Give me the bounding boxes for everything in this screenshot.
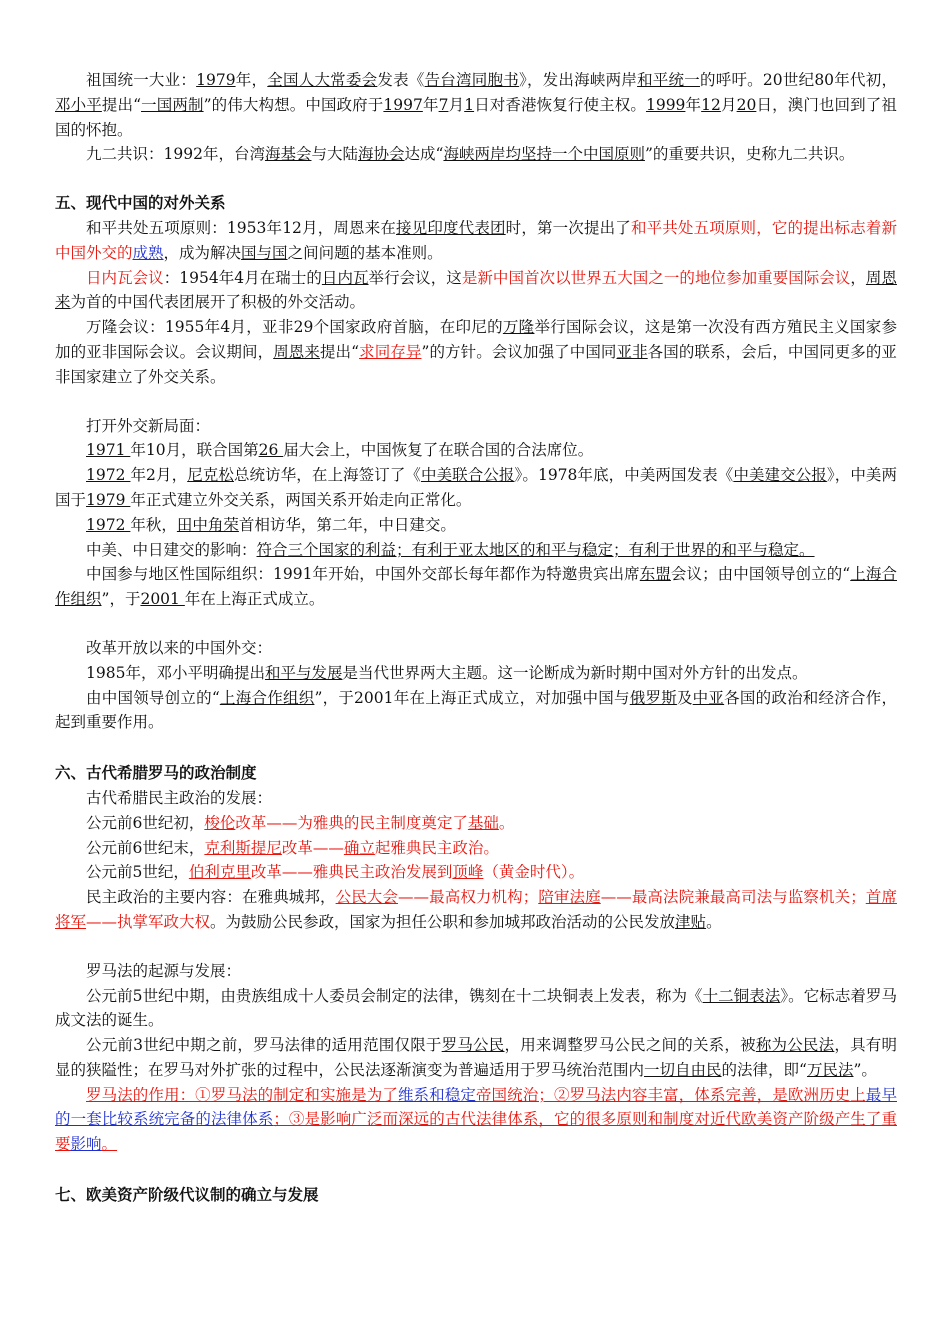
year: 1997 <box>383 95 423 114</box>
key-term: 克利斯提尼 <box>204 838 282 857</box>
section-heading-5: 五、现代中国的对外关系 <box>55 194 226 213</box>
text: 总统访华，在上海签订了《 <box>233 466 421 485</box>
key-term: 海峡两岸均坚持一个中国原则 <box>443 145 645 164</box>
cleisthenes-paragraph <box>55 836 897 861</box>
key-term: 国与国 <box>241 243 288 262</box>
year: 1972 <box>86 515 131 534</box>
sino-us-paragraph <box>55 463 897 513</box>
key-term: 海基会 <box>264 145 312 164</box>
text: 年， <box>235 71 268 89</box>
text: 月 <box>720 95 737 114</box>
text: 。 <box>706 912 722 931</box>
key-term: 上海合作组织 <box>219 688 315 707</box>
subheading-roman-law: 罗马法的起源与发展： <box>86 961 242 980</box>
twelve-tables-paragraph <box>55 984 897 1034</box>
text: 各国的政治和经济合作，起到重要作用。 <box>55 688 897 732</box>
section-heading-6: 六、古代希腊罗马的政治制度 <box>55 764 257 783</box>
key-term: 顶峰 <box>452 863 484 882</box>
text: 与大陆 <box>311 145 358 164</box>
text: 是当代世界两大主题。这一论断成为新时期中国对外方针的出发点。 <box>342 663 808 682</box>
month: 12 <box>701 95 721 114</box>
subheading-greek-democracy: 古代希腊民主政治的发展： <box>86 788 273 807</box>
solon-paragraph <box>55 811 897 836</box>
text: 年 <box>685 95 702 114</box>
text: 提出“ <box>101 95 142 114</box>
text: 公元前5世纪， <box>86 863 189 882</box>
text: 中美、中日建交的影响： <box>86 540 257 559</box>
text: 》，中美两国于 <box>55 466 897 509</box>
text: 届大会上，中国恢复了在联合国的合法席位。 <box>283 441 594 460</box>
highlight: 帝国统治；②罗马法内容丰富，体系完善，是欧洲历史上 <box>475 1085 866 1104</box>
highlight: 改革—— <box>281 838 344 857</box>
text: 万隆会议：1955年4月，亚非29个国家政府首脑，在印尼的 <box>86 318 503 337</box>
key-term: 符合三个国家的利益；有利于亚太地区的和平与稳定；有利于世界的和平与稳定。 <box>256 540 815 559</box>
subheading-reform-diplomacy: 改革开放以来的中国外交： <box>86 638 273 657</box>
text: ，具有明显的狭隘性；在罗马对外扩张的过程中，公民法逐渐演变为普遍适用于罗马统治范围内 <box>55 1036 897 1079</box>
text: 。为鼓励公民参政，国家为担任公职和参加城邦政治活动的公民发放 <box>210 912 676 931</box>
text: 日对香港恢复行使主权。 <box>474 95 646 114</box>
month: 7 <box>438 95 449 114</box>
key-term: 首席将军 <box>55 888 897 931</box>
key-term: 基础 <box>467 813 499 832</box>
key-term: 田中角荣 <box>176 515 239 534</box>
text: 举行国际会议，这是第一次没有西方殖民主义国家参加的亚非国际会议。会议期间， <box>55 318 897 361</box>
text: 各国的联系，会后，中国同更多的亚非国家建立了外交关系。 <box>55 342 897 386</box>
year: 1979 <box>196 71 236 89</box>
text: ：1954年4月在瑞士的 <box>163 268 322 287</box>
text: 1985年，邓小平明确提出 <box>86 663 265 682</box>
highlight: ——最高法院兼最高司法与监察机关； <box>600 888 866 907</box>
key-term: 告台湾同胞书 <box>424 71 519 89</box>
text: 》。1978年底，中美两国发表《 <box>514 466 734 485</box>
text: 祖国统一大业： <box>86 71 197 89</box>
highlight: 起雅典民主政治。 <box>374 838 499 857</box>
text: 由中国领导创立的“ <box>86 688 220 707</box>
text: 首相访华，第二年，中日建交。 <box>238 515 456 534</box>
key-term: 万隆 <box>502 318 535 337</box>
sino-japan-paragraph <box>55 513 897 538</box>
key-term: 邓小平 <box>55 95 102 114</box>
bandung-paragraph <box>55 315 897 389</box>
reunification-paragraph <box>55 68 897 142</box>
highlight: 日内瓦会议 <box>86 268 164 287</box>
key-term: 26 <box>258 441 284 460</box>
year: 1999 <box>645 95 686 114</box>
highlight: ——最高权力机构； <box>398 888 539 907</box>
text: 为首的中国代表团展开了积极的外交活动。 <box>70 293 366 312</box>
text: 的法律，即“ <box>721 1060 807 1079</box>
key-term: 成熟 <box>132 243 164 262</box>
text: 发表《 <box>377 71 425 89</box>
key-term: 中美联合公报 <box>421 466 515 485</box>
text: 之间问题的基本准则。 <box>287 243 443 262</box>
text: 举行会议，这 <box>368 268 462 287</box>
peace-development-paragraph <box>55 661 897 686</box>
key-term: 亚非 <box>616 342 648 361</box>
text: ，成为解决 <box>163 243 242 262</box>
key-term: 一国两制 <box>141 95 204 114</box>
text: 达成“ <box>404 145 444 164</box>
text: 时，第一次提出了 <box>505 218 631 237</box>
highlight: 和平共处五项原则，它的提出标志着新中国外交的 <box>55 218 897 262</box>
text: 及 <box>676 688 693 707</box>
day: 20 <box>736 95 757 114</box>
text: 公元前6世纪初， <box>86 813 205 832</box>
highlight: 是新中国首次以世界五大国之一的地位参加重要国际会议 <box>461 268 851 287</box>
1992-consensus-paragraph <box>55 142 897 167</box>
text: 九二共识：1992年，台湾 <box>86 145 265 164</box>
un-seat-paragraph <box>55 438 897 463</box>
pericles-paragraph <box>55 860 897 885</box>
day: 1 <box>464 95 475 114</box>
influence-paragraph <box>55 538 897 563</box>
key-term: 俄罗斯 <box>629 688 677 707</box>
text: 公元前5世纪中期，由贵族组成十人委员会制定的法律，镌刻在十二块铜表上发表，称为《 <box>86 986 703 1005</box>
year: 1971 <box>86 441 131 460</box>
highlight: 求同存异 <box>359 342 422 361</box>
text: 年 <box>422 95 439 114</box>
text: ”的重要共识，史称九二共识。 <box>644 145 855 164</box>
key-term: 接见印度代表团 <box>396 218 506 237</box>
key-term: 津贴 <box>675 912 707 931</box>
text: ，用来调整罗马公民之间的关系，被 <box>504 1036 756 1055</box>
text: 》，发出海峡两岸 <box>518 71 638 89</box>
key-term: 确立 <box>343 838 375 857</box>
text: 年正式建立外交关系，两国关系开始走向正常化。 <box>130 490 472 509</box>
text: ”，于2001年在上海正式成立，对加强中国与 <box>314 688 630 707</box>
key-term: 上海合作组织 <box>55 565 897 609</box>
text: 民主政治的主要内容：在雅典城邦， <box>86 888 336 907</box>
key-term: 中亚 <box>692 688 725 707</box>
key-term: 海协会 <box>357 145 405 164</box>
key-term: 最早的一套比较系统完备的法律体系 <box>55 1085 897 1129</box>
year: 2001 <box>140 590 185 609</box>
document-page <box>55 68 897 1208</box>
key-term: 一切自由民 <box>644 1060 722 1079</box>
text: 年在上海正式成立。 <box>184 590 325 609</box>
text: 提出“ <box>319 342 360 361</box>
key-term: 全国人大常委会 <box>267 71 378 89</box>
highlight: 罗马法的作用：①罗马法的制定和实施是为了 <box>86 1085 398 1104</box>
text: 和平共处五项原则：1953年12月，周恩来在 <box>86 218 397 237</box>
text: ”。 <box>853 1060 877 1079</box>
key-term: 罗马公民 <box>441 1036 505 1055</box>
sco-paragraph <box>55 686 897 736</box>
text: 公元前6世纪末， <box>86 838 205 857</box>
key-term: 和平统一 <box>637 71 700 89</box>
five-principles-paragraph <box>55 216 897 266</box>
year: 1979 <box>86 490 131 509</box>
text: 年2月， <box>130 466 188 485</box>
key-term: 维系和稳定 <box>397 1085 476 1104</box>
highlight: （黄金时代）。 <box>483 863 585 882</box>
key-term: 十二铜表法 <box>702 986 781 1005</box>
text: 月 <box>448 95 465 114</box>
text: ”的方针。会议加强了中国同 <box>421 342 617 361</box>
text: 的呼吁。20世纪80年代初， <box>699 71 897 89</box>
text: 中国参与地区性国际组织：1991年开始，中国外交部长每年都作为特邀贵宾出席 <box>86 565 640 584</box>
text: ”的伟大构想。中国政府于 <box>203 95 384 114</box>
year: 1972 <box>86 466 131 485</box>
text: 年秋， <box>130 515 177 534</box>
roman-law-role-paragraph <box>55 1083 897 1157</box>
key-term: 和平与发展 <box>264 663 343 682</box>
section-heading-7: 七、欧美资产阶级代议制的确立与发展 <box>55 1186 319 1205</box>
highlight: 改革——雅典民主政治发展到 <box>250 863 453 882</box>
highlight: 。 <box>498 813 515 832</box>
democracy-content-paragraph <box>55 885 897 935</box>
highlight: 。 <box>101 1135 118 1154</box>
geneva-paragraph <box>55 266 897 316</box>
text: 公元前3世纪中期之前，罗马法律的适用范围仅限于 <box>86 1036 442 1055</box>
text: 年10月，联合国第 <box>130 441 259 460</box>
key-term: 伯利克里 <box>188 863 251 882</box>
key-term: 东盟 <box>639 565 671 584</box>
key-term: 尼克松 <box>187 466 234 485</box>
key-term: 梭伦 <box>204 813 236 832</box>
key-term: 公民大会 <box>335 888 399 907</box>
key-term: 称为公民法 <box>755 1036 835 1055</box>
text: ， <box>850 268 866 287</box>
text: 日，澳门也回到了祖国的怀抱。 <box>55 95 897 139</box>
key-term: 日内瓦 <box>321 268 369 287</box>
key-term: 影响 <box>70 1135 102 1154</box>
civil-law-paragraph <box>55 1033 897 1083</box>
key-term: 陪审法庭 <box>538 888 601 907</box>
highlight: ——执掌军政大权 <box>86 912 211 931</box>
highlight: ；③是影响广泛而深远的古代法律体系，它的很多原则和制度对近代欧美资产阶级产生了重要 <box>55 1110 897 1154</box>
subheading-new-diplomacy: 打开外交新局面： <box>86 416 211 435</box>
key-term: 中美建交公报 <box>733 466 827 485</box>
key-term: 万民法 <box>806 1060 854 1079</box>
key-term: 周恩来 <box>55 268 897 312</box>
regional-org-paragraph <box>55 562 897 612</box>
key-term: 周恩来 <box>273 342 320 361</box>
highlight: 改革——为雅典的民主制度奠定了 <box>235 813 468 832</box>
text: 》。它标志着罗马成文法的诞生。 <box>55 986 897 1030</box>
text: 会议；由中国领导创立的“ <box>670 565 851 584</box>
text: ”，于 <box>101 590 141 609</box>
